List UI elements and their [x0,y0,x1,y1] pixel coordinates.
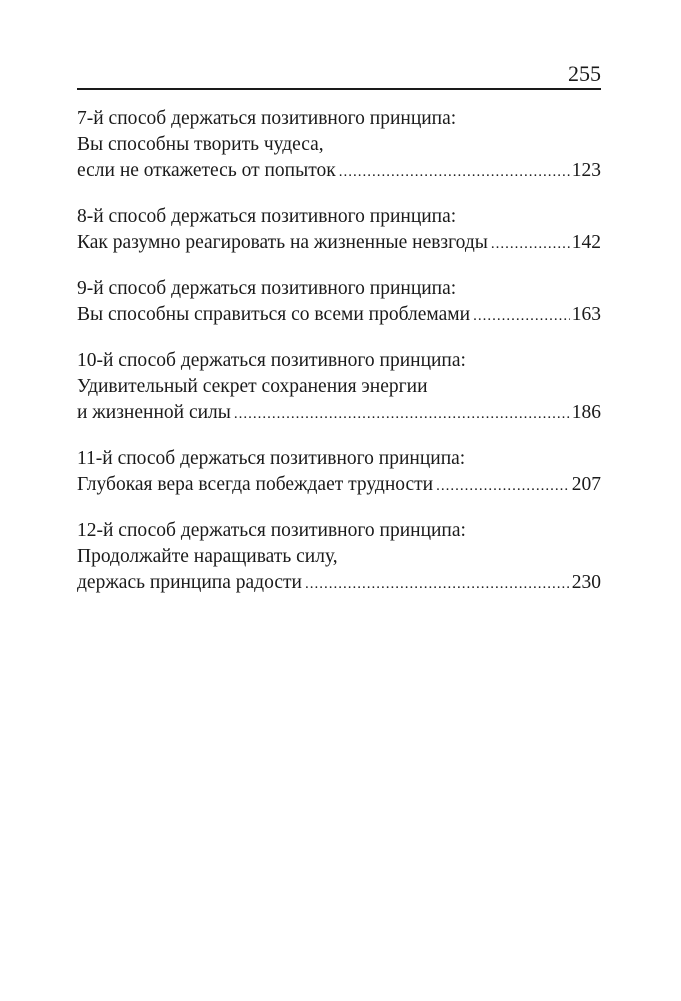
toc-page-number: 123 [571,160,601,181]
toc-entry-line: 12-й способ держаться позитивного принципа: [77,520,466,541]
toc-entry [77,204,601,257]
toc-page-number: 163 [571,304,601,325]
dot-leader [234,401,570,427]
header-rule [77,88,601,90]
dot-leader [436,473,570,499]
toc-entry-line: Вы способны творить чудеса, [77,134,324,155]
dot-leader [339,159,570,185]
toc-entry-last-line [77,472,601,499]
dot-leader [491,231,570,257]
toc-entry-line: Продолжайте наращивать силу, [77,546,338,567]
toc-entry-line: 10-й способ держаться позитивного принципа: [77,350,466,371]
toc-entry [77,446,601,499]
toc-entry-last-line [77,158,601,185]
toc-entry-text: держась принципа радости [77,572,302,593]
toc-entry [77,518,601,597]
page-number: 255 [568,61,601,86]
toc-entry-text: Глубокая вера всегда побеждает трудности [77,474,434,495]
toc-entry-text: и жизненной силы [77,402,231,423]
toc-entry-text: Вы способны справиться со всеми проблемами [77,304,471,325]
toc-page-number: 142 [571,232,601,253]
table-of-contents [77,106,601,616]
toc-entry-line: 9-й способ держаться позитивного принципа: [77,278,457,299]
dot-leader [305,571,570,597]
toc-page-number: 230 [571,572,601,593]
dot-leader [473,303,570,329]
toc-entry-last-line [77,230,601,257]
toc-page-number: 186 [571,402,601,423]
toc-entry-text: если не откажетесь от попыток [77,160,336,181]
toc-entry-line: 7-й способ держаться позитивного принципа: [77,108,457,129]
toc-entry [77,106,601,185]
toc-entry-last-line [77,302,601,329]
toc-entry [77,348,601,427]
toc-entry-line: 8-й способ держаться позитивного принципа: [77,206,457,227]
toc-page-number: 207 [571,474,601,495]
toc-entry-last-line [77,400,601,427]
page-header [77,60,601,90]
toc-entry-last-line [77,570,601,597]
toc-entry-line: Удивительный секрет сохранения энергии [77,376,428,397]
toc-entry-line: 11-й способ держаться позитивного принципа: [77,448,466,469]
toc-entry-text: Как разумно реагировать на жизненные невзгоды [77,232,488,253]
toc-entry [77,276,601,329]
